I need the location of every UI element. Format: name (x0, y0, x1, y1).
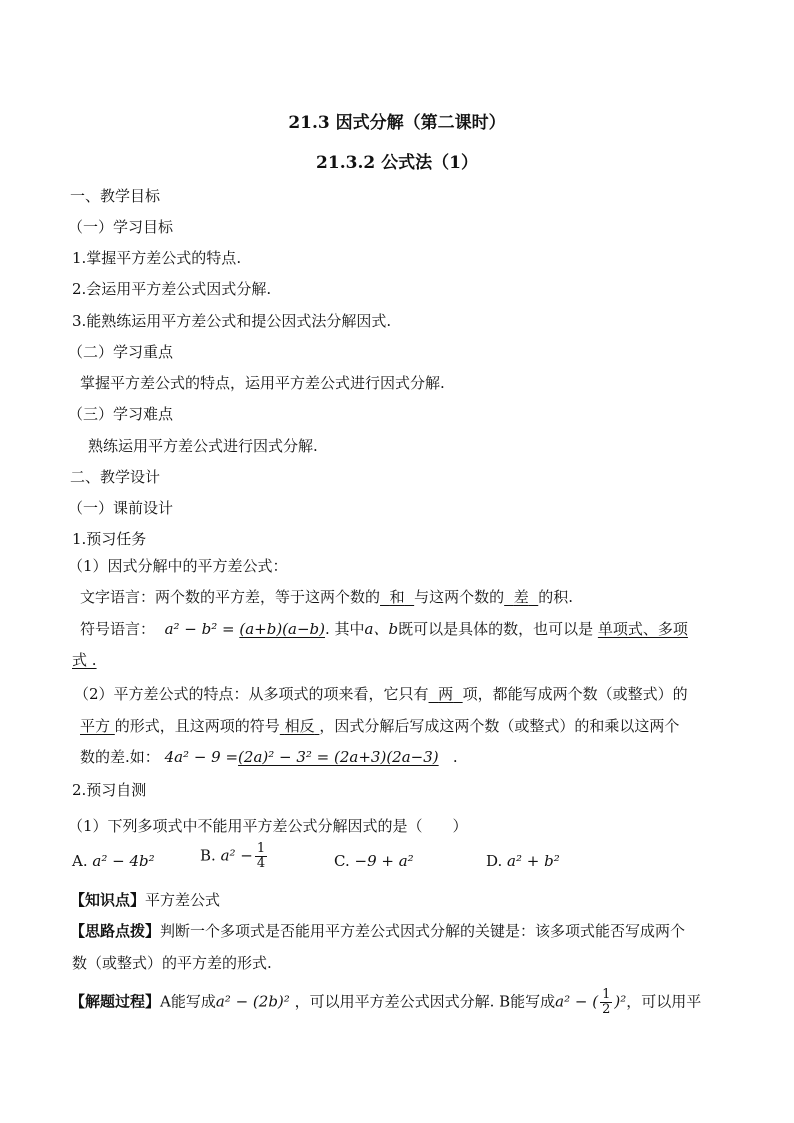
task-heading: 1.预习任务 (72, 530, 147, 548)
fill-blank (429, 685, 463, 703)
label-value: A能写成 (160, 992, 216, 1011)
goal-item: 2.会运用平方差公式因式分解. (72, 280, 272, 298)
text-segment: ，因式分解后写成这两个数（或整式）的和乘以这两个 (319, 717, 680, 735)
label-value: ，可以用平方差公式因式分解. B能写成 (294, 992, 556, 1011)
selftest-heading: 2.预习自测 (72, 781, 147, 799)
thinking-tip (70, 921, 685, 941)
text-segment: 数的差.如： (80, 748, 160, 766)
option-expr: a² − (220, 846, 253, 865)
option-a[interactable] (72, 852, 155, 870)
fill-blank: 式 . (72, 651, 97, 669)
text-segment: . 其中 (325, 620, 365, 638)
fraction (600, 988, 612, 1017)
option-expr: a² − 4b² (92, 852, 155, 870)
option-letter: D. (486, 852, 503, 870)
fraction-numerator: 1 (256, 841, 266, 856)
text-segment: 的形式，且这两项的符号 (114, 717, 280, 735)
option-c[interactable] (334, 852, 414, 870)
question-text: ） (452, 817, 468, 835)
solution-process (70, 988, 701, 1017)
fill-blank: (a+b)(a−b) (239, 620, 325, 638)
fill-answer: 相反 (284, 717, 315, 735)
subsection-heading: （三）学习难点 (68, 405, 174, 423)
goal-item: 3.能熟练运用平方差公式和提公因式法分解因式. (72, 312, 392, 330)
fill-blank (504, 588, 538, 606)
math-formula: a² − b² = (164, 620, 235, 638)
label-value: 判断一个多项式是否能用平方差公式因式分解的关键是：该多项式能否写成两个 (160, 922, 686, 940)
fraction-denominator: 2 (602, 1002, 611, 1017)
subsection-heading: （一）课前设计 (68, 499, 174, 517)
fill-blank: (2a)² − 3² = (2a+3)(2a−3) (238, 748, 439, 766)
question (68, 816, 468, 836)
subsection-heading: （一）学习目标 (68, 218, 174, 236)
option-letter: B. (200, 846, 216, 865)
fraction-denominator: 4 (256, 856, 266, 871)
section-heading: 二、教学设计 (70, 468, 161, 486)
knowledge-point (70, 890, 220, 910)
option-expr: a² + b² (507, 852, 560, 870)
key-point-text: 掌握平方差公式的特点，运用平方差公式进行因式分解. (80, 374, 445, 392)
text-segment: 项，都能写成两个数（或整式）的 (462, 685, 688, 703)
text-segment: 的积. (538, 588, 574, 606)
section-heading: 一、教学目标 (70, 187, 161, 205)
fraction (255, 842, 267, 871)
label: 【解题过程】 (70, 992, 161, 1011)
label: 【思路点拨】 (70, 922, 161, 940)
option-expr: −9 + a² (354, 852, 414, 870)
lesson-title: 21.3 因式分解（第二课时） (288, 113, 506, 133)
thinking-tip-cont: 数（或整式）的平方差的形式. (72, 954, 272, 972)
text-segment: 与这两个数的 (414, 588, 505, 606)
fill-blank (280, 717, 320, 735)
text-segment: （2）平方差公式的特点：从多项式的项来看，它只有 (74, 685, 429, 703)
label: 【知识点】 (70, 891, 146, 909)
paragraph: （1）因式分解中的平方差公式： (68, 557, 288, 575)
text-segment: 符号语言： (80, 620, 156, 638)
fill-answer: 两 (438, 685, 454, 703)
option-d[interactable] (486, 852, 560, 870)
fill-answer: 和 (389, 588, 405, 606)
paragraph (80, 716, 679, 736)
symbol-language-line-cont (72, 650, 97, 670)
fill-blank (80, 717, 115, 735)
goal-item: 1.掌握平方差公式的特点. (72, 249, 242, 267)
fill-answer: 式 (72, 651, 88, 669)
option-letter: A. (72, 852, 88, 870)
math-formula: a² − (2b)² (215, 992, 290, 1011)
fill-blank (380, 588, 414, 606)
question-text: （1）下列多项式中不能用平方差公式分解因式的是（ (68, 817, 423, 835)
lesson-subtitle: 21.3.2 公式法（1） (316, 153, 478, 173)
paragraph (74, 684, 688, 704)
label-value: 平方差公式 (145, 891, 221, 909)
subsection-heading: （二）学习重点 (68, 343, 174, 361)
fill-answer: 平方 (80, 717, 111, 735)
text-segment: 既可以是具体的数，也可以是 (398, 620, 594, 638)
text-segment: 文字语言：两个数的平方差，等于这两个数的 (80, 588, 381, 606)
paragraph: 数的差.如： 4a² − 9 =(2a)² − 3² = (2a+3)(2a−3) . (80, 748, 458, 766)
fraction-numerator: 1 (602, 987, 611, 1002)
label-value: ，可以用平 (626, 992, 702, 1011)
fill-answer: 差 (513, 588, 529, 606)
math-formula: a² − ( (555, 992, 599, 1011)
fill-blank: 单项式、多项 (597, 620, 688, 638)
math-formula: )² (614, 992, 627, 1011)
math-formula: 4a² − 9 = (164, 748, 239, 766)
symbol-language-line (80, 619, 688, 639)
text-language-line (80, 587, 573, 607)
option-letter: C. (334, 852, 350, 870)
math-variable: a、b (364, 620, 399, 638)
difficulty-text: 熟练运用平方差公式进行因式分解. (88, 437, 318, 455)
option-b[interactable] (200, 842, 269, 871)
